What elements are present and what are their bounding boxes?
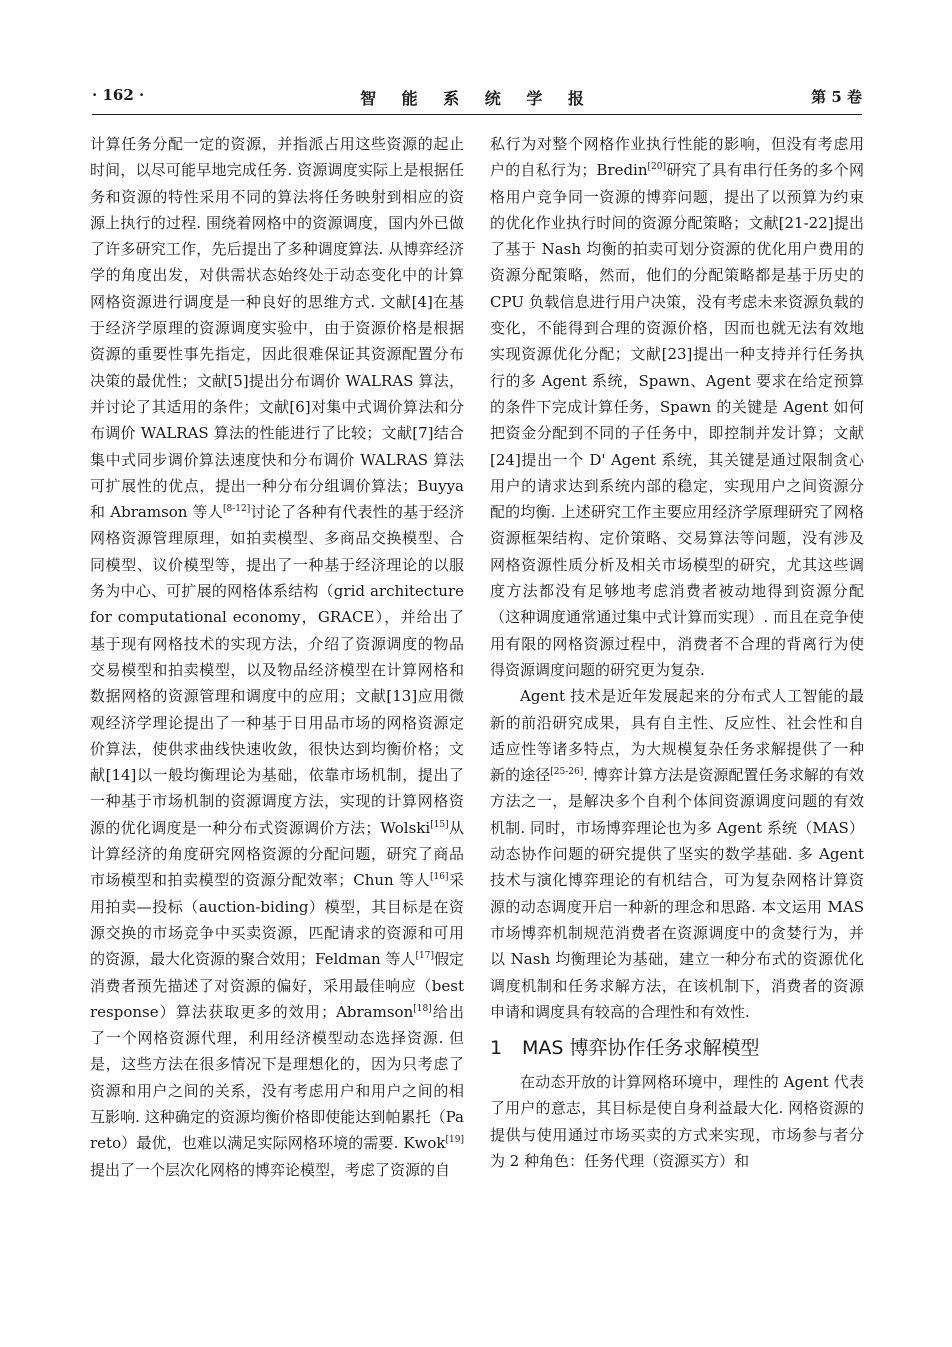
citation: [18] (413, 1003, 432, 1014)
citation: [19] (445, 1135, 464, 1146)
citation: [15] (430, 819, 449, 830)
citation: [20] (647, 162, 666, 173)
body-paragraph: Agent 技术是近年发展起来的分布式人工智能的最新的前沿研究成果，具有自主性、反应性、社会性和自适应性等诸多特点，为大规模复杂任务求解提供了一种新的途径[25-26]. 博弈计算方法是资源配置任务求解的有效方法之一，是解决多个自利个体间资源调度问题的有效机制. 同时，市场博弈理论也为多 Agent 系统（MAS）动态协作问题的研究提供了坚实的数学基础. 多 Agent 技术与演化博弈理论的有机结合，可为复杂网格计算资源的动态调度开启一种新的理念和思路. 本文运用 MAS 市场博弈机制规范消费者在资源调度中的贪婪行为，并以 Nash 均衡理论为基础，建立一种分布式的资源优化调度机制和任务求解方法，在该机制下，消费者的资源申请和调度具有较高的合理性和有效性. (490, 687, 864, 1021)
section-number: 1 (490, 1037, 503, 1060)
citation: [25-26] (550, 767, 584, 778)
journal-title: 智 能 系 统 学 报 (360, 89, 594, 108)
citation: [16] (429, 872, 449, 883)
page-number: · 162 · (92, 86, 145, 104)
header-rule (92, 114, 862, 115)
volume-label: 第 5 卷 (811, 88, 862, 106)
citation: [8-12] (223, 504, 251, 515)
body-paragraph: 在动态开放的计算网格环境中，理性的 Agent 代表了用户的意志，其目标是使自身利益最大化. 网格资源的提供与使用通过市场买卖的方式来实现，市场参与者分为 2 种角色：任务代理（资源买方）和 (490, 1073, 864, 1170)
section-heading (490, 1033, 864, 1063)
running-header (92, 86, 862, 116)
citation: [17] (415, 951, 434, 962)
right-column (490, 131, 864, 1174)
section-title: MAS 博弈协作任务求解模型 (522, 1037, 760, 1060)
body-paragraph: 计算任务分配一定的资源，并指派占用这些资源的起止时间，以尽可能早地完成任务. 资源调度实际上是根据任务和资源的特性采用不同的算法将任务映射到相应的资源上执行的过程. 围绕着网格中的资源调度，国内外已做了许多研究工作，先后提出了多种调度算法. 从博弈经济学的角度出发，对供需状态始终处于动态变化中的计算网格资源进行调度是一种良好的思维方式. 文献[4]在基于经济学原理的资源调度实验中，由于资源价格是根据资源的重要性事先指定，因此很难保证其资源配置分布决策的最优性；文献[5]提出分布调价 WALRAS 算法，并讨论了其适用的条件；文献[6]对集中式调价算法和分布调价 WALRAS 算法的性能进行了比较；文献[7]结合集中式同步调价算法速度快和分布调价 WALRAS 算法可扩展性的优点，提出一种分布分组调价算法；Buyya 和 Abramson 等人[8-12]讨论了各种有代表性的基于经济网格资源管理原理，如拍卖模型、多商品交换模型、合同模型、议价模型等，提出了一种基于经济理论的以服务为中心、可扩展的网格体系结构（grid architecture for computational economy，GRACE），并给出了基于现有网格技术的实现方法，介绍了资源调度的物品交易模型和拍卖模型，以及物品经济模型在计算网格和数据网格的资源管理和调度中的应用；文献[13]应用微观经济学理论提出了一种基于日用品市场的网格资源定价算法，使供求曲线快速收敛，很快达到均衡价格；文献[14]以一般均衡理论为基础，依靠市场机制，提出了一种基于市场机制的资源调度方法，实现的计算网格资源的优化调度是一种分布式资源调价方法；Wolski[15]从计算经济的角度研究网格资源的分配问题，研究了商品市场模型和拍卖模型的资源分配效率；Chun 等人[16]采用拍卖—投标（auction-biding）模型，其目标是在资源交换的市场竞争中买卖资源，匹配请求的资源和可用的资源，最大化资源的聚合效用；Feldman 等人[17]假定消费者预先描述了对资源的偏好，采用最佳响应（best response）算法获取更多的效用；Abramson[18]给出了一个网格资源代理，利用经济模型动态选择资源. 但是，这些方法在很多情况下是理想化的，因为只考虑了资源和用户之间的关系，没有考虑用户和用户之间的相互影响. 这种确定的资源均衡价格即使能达到帕累托（Pareto）最优，也难以满足实际网格环境的需要. Kwok[19]提出了一个层次化网格的博弈论模型，考虑了资源的自 (90, 135, 464, 1179)
left-column (90, 131, 464, 1183)
body-paragraph: 私行为对整个网格作业执行性能的影响，但没有考虑用户的自私行为；Bredin[20]研究了具有串行任务的多个网格用户竞争同一资源的博弈问题，提出了以预算为约束的优化作业执行时间的资源分配策略；文献[21-22]提出了基于 Nash 均衡的拍卖可划分资源的优化用户费用的资源分配策略，然而，他们的分配策略都是基于历史的 CPU 负载信息进行用户决策，没有考虑未来资源负载的变化，不能得到合理的资源价格，因而也就无法有效地实现资源优化分配；文献[23]提出一种支持并行任务执行的多 Agent 系统，Spawn、Agent 要求在给定预算的条件下完成计算任务，Spawn 的关键是 Agent 如何把资金分配到不同的子任务中，即控制并发计算；文献[24]提出一个 D' Agent 系统，其关键是通过限制贪心用户的请求达到系统内部的稳定，实现用户之间资源分配的均衡. 上述研究工作主要应用经济学原理研究了网格资源框架结构、定价策略、交易算法等问题，没有涉及网格资源性质分析及相关市场模型的研究，尤其这些调度方法都没有足够地考虑消费者被动地得到资源分配（这种调度通常通过集中式计算而实现）. 而且在竞争使用有限的网格资源过程中，消费者不合理的背离行为使得资源调度问题的研究更为复杂. (490, 135, 864, 679)
